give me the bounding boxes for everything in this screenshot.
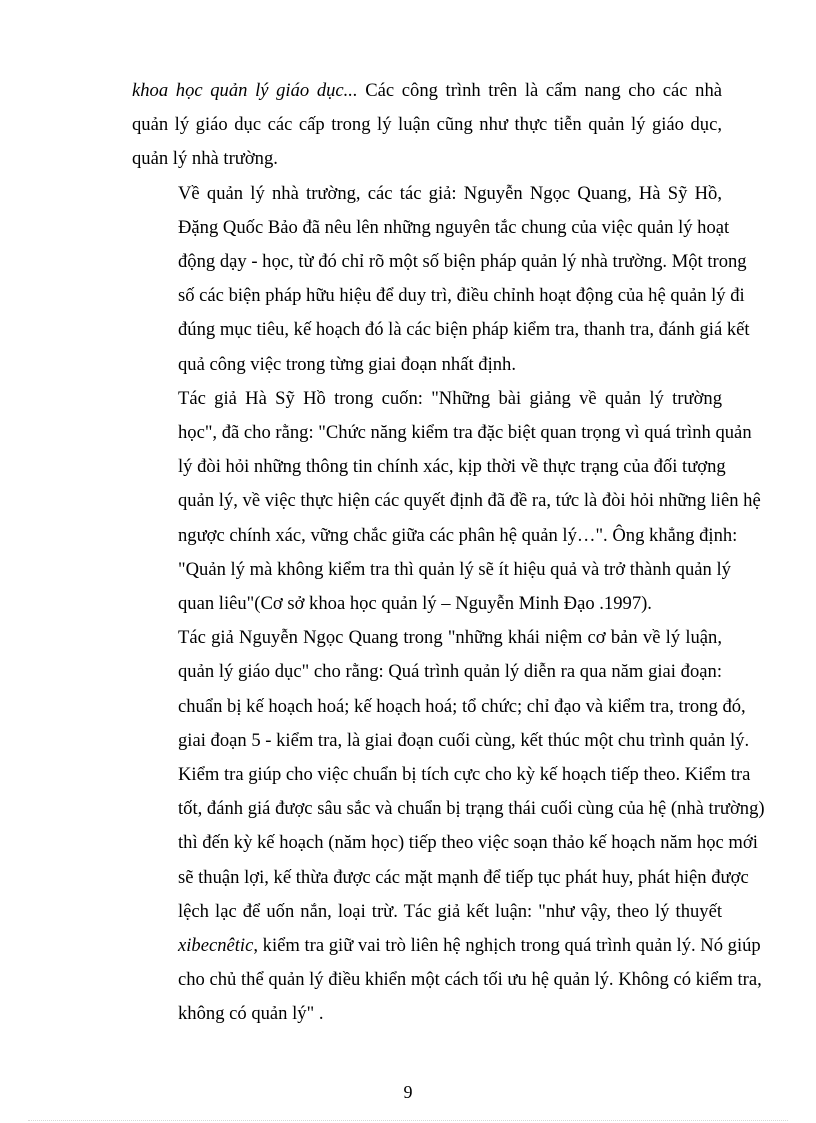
- text-line: lệch lạc để uốn nắn, loại trừ. Tác giả kết luận: "như vậy, theo lý thuyết: [178, 900, 722, 922]
- text-run: Các công trình trên là cẩm nang cho các nhà: [357, 80, 722, 101]
- text-run: , kiểm tra giữ vai trò liên hệ nghịch trong quá trình quản lý. Nó giúp: [253, 935, 761, 957]
- paragraph-3: [132, 382, 761, 621]
- text-line: số các biện pháp hữu hiệu để duy trì, điều chỉnh hoạt động của hệ quản lý đi: [178, 285, 745, 307]
- text-line: quản lý nhà trường.: [132, 148, 278, 170]
- text-line: quản lý giáo dục" cho rằng: Quá trình quản lý diễn ra qua năm giai đoạn:: [178, 661, 722, 683]
- text-line: tốt, đánh giá được sâu sắc và chuẩn bị trạng thái cuối cùng của hệ (nhà trường): [178, 798, 765, 820]
- text-line: động dạy - học, từ đó chỉ rõ một số biện pháp quản lý nhà trường. Một trong: [178, 251, 747, 273]
- text-line: "Quản lý mà không kiểm tra thì quản lý sẽ ít hiệu quả và trở thành quản lý: [178, 558, 731, 580]
- text-line: quan liêu"(Cơ sở khoa học quản lý – Nguyễn Minh Đạo .1997).: [178, 593, 652, 615]
- text-line: quản lý, về việc thực hiện các quyết định đã đề ra, tức là đòi hỏi những liên hệ: [178, 490, 761, 512]
- text-line: Tác giả Hà Sỹ Hồ trong cuốn: "Những bài giảng về quản lý trường: [178, 387, 722, 409]
- text-line: thì đến kỳ kế hoạch (năm học) tiếp theo việc soạn thảo kế hoạch năm học mới: [178, 832, 758, 854]
- text-line: Kiểm tra giúp cho việc chuẩn bị tích cực cho kỳ kế hoạch tiếp theo. Kiểm tra: [178, 764, 751, 786]
- text-line: quản lý giáo dục các cấp trong lý luận cũng như thực tiễn quản lý giáo dục,: [132, 114, 722, 136]
- page-bottom-divider: [28, 1120, 788, 1121]
- text-line: [132, 74, 722, 108]
- text-line: học", đã cho rằng: "Chức năng kiểm tra đặc biệt quan trọng vì quá trình quản: [178, 422, 752, 444]
- document-body: [132, 74, 765, 1032]
- text-line: không có quản lý" .: [178, 1003, 324, 1025]
- text-line: cho chủ thể quản lý điều khiển một cách tối ưu hệ quản lý. Không có kiểm tra,: [178, 969, 762, 991]
- text-line: Đặng Quốc Bảo đã nêu lên những nguyên tắc chung của việc quản lý hoạt: [178, 216, 730, 238]
- text-line: lý đòi hỏi những thông tin chính xác, kịp thời về thực trạng của đối tượng: [178, 456, 726, 478]
- paragraph-4: [132, 621, 765, 1031]
- book-title-fragment: khoa học quản lý giáo dục...: [132, 80, 358, 101]
- text-line: [132, 929, 761, 963]
- page-number: 9: [403, 1082, 413, 1102]
- text-line: sẽ thuận lợi, kế thừa được các mặt mạnh để tiếp tục phát huy, phát hiện được: [178, 866, 749, 888]
- text-line: ngược chính xác, vững chắc giữa các phân hệ quản lý…". Ông khẳng định:: [178, 524, 738, 546]
- text-line: Về quản lý nhà trường, các tác giả: Nguyễn Ngọc Quang, Hà Sỹ Hồ,: [178, 182, 722, 204]
- paragraph-2: [132, 177, 750, 382]
- text-line: chuẩn bị kế hoạch hoá; kế hoạch hoá; tổ chức; chỉ đạo và kiểm tra, trong đó,: [178, 695, 746, 717]
- term-fragment: xibecnêtic: [178, 935, 254, 957]
- text-line: giai đoạn 5 - kiểm tra, là giai đoạn cuối cùng, kết thúc một chu trình quản lý.: [178, 729, 750, 751]
- paragraph-1: [132, 74, 722, 177]
- text-line: Tác giả Nguyễn Ngọc Quang trong "những khái niệm cơ bản về lý luận,: [178, 627, 722, 649]
- text-line: đúng mục tiêu, kế hoạch đó là các biện pháp kiểm tra, thanh tra, đánh giá kết: [178, 319, 750, 341]
- text-line: quả công việc trong từng giai đoạn nhất định.: [178, 353, 516, 375]
